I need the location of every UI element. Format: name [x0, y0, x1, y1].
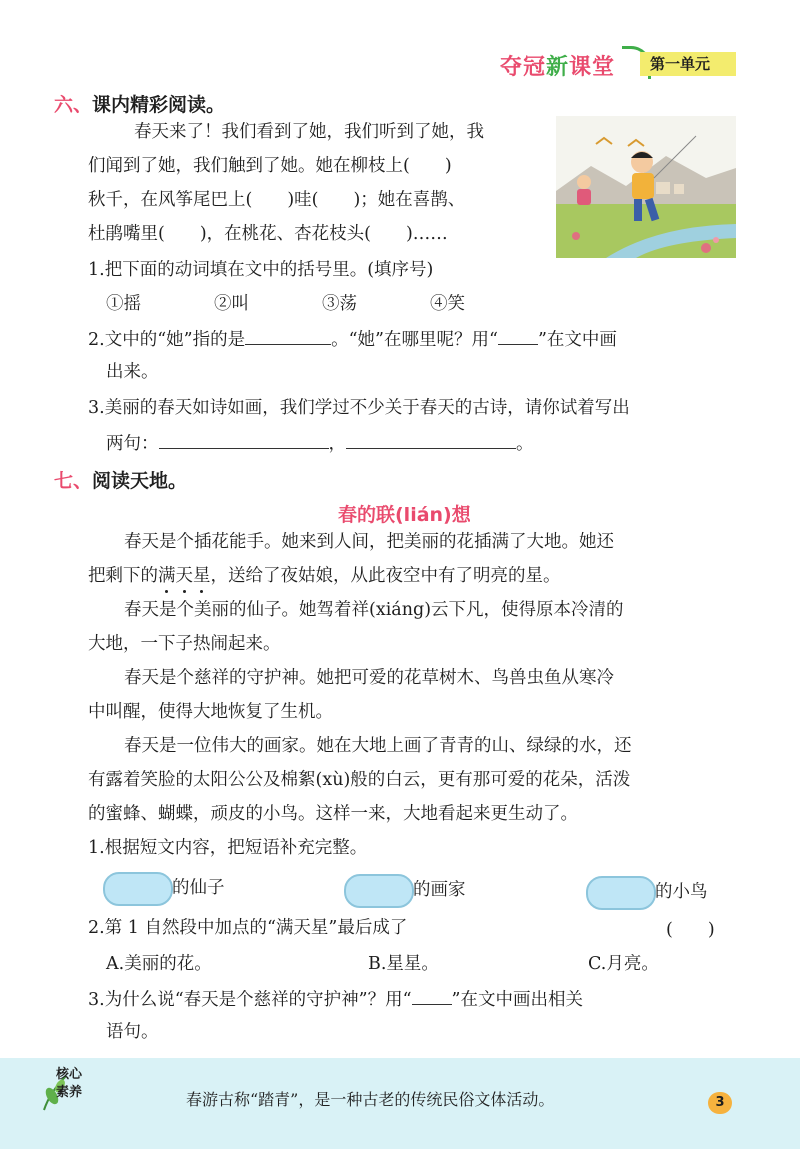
answer-paren[interactable]: ( ): [666, 920, 715, 940]
cloud-answer-box[interactable]: [586, 876, 656, 910]
passage-line: [88, 568, 561, 586]
spring-kite-illustration: [556, 116, 736, 258]
underline-sample: [498, 330, 538, 345]
question-text: 3.为什么说“春天是个慈祥的守护神”？用“: [88, 990, 412, 1010]
passage-line: 有露着笑脸的太阳公公及棉絮(xù)般的白云，更有那可爱的花朵，活泼: [88, 770, 631, 790]
question-text: 两句：: [106, 434, 159, 454]
passage-line: 春天是个插花能手。她来到人间，把美丽的花插满了大地。她还: [124, 532, 614, 552]
question-6-3-cont: [106, 434, 534, 454]
section-6-number: 六、: [54, 94, 93, 116]
dotted-char: 天: [175, 566, 193, 586]
question-text: 。: [516, 434, 534, 454]
passage-line: 春天来了！我们看到了她，我们听到了她，我: [134, 122, 484, 142]
passage-line: 春天是个慈祥的守护神。她把可爱的花草树木、鸟兽虫鱼从寒冷: [124, 668, 614, 688]
question-6-2-cont: 出来。: [106, 362, 159, 382]
question-7-2: 2.第 1 自然段中加点的“满天星”最后成了: [88, 918, 408, 938]
passage-line: 秋千，在风筝尾巴上( )哇( )；她在喜鹊、: [88, 190, 466, 210]
question-text: 。“她”在哪里呢？用“: [331, 330, 498, 350]
passage-text: 把剩下的: [88, 566, 158, 586]
cloud-answer-box[interactable]: [103, 872, 173, 906]
option-item: ②叫: [214, 294, 249, 314]
option-item: ③荡: [322, 294, 357, 314]
dotted-char: 星: [193, 566, 211, 586]
question-7-3: [88, 990, 583, 1010]
fill-phrase: 的画家: [413, 880, 466, 900]
badge-line: 素养: [56, 1085, 83, 1100]
option-item: ①摇: [106, 294, 141, 314]
question-7-1: 1.根据短文内容，把短语补充完整。: [88, 838, 368, 858]
question-text: ”在文中画: [537, 330, 617, 350]
answer-blank[interactable]: [245, 330, 331, 345]
page-number: 3: [708, 1092, 732, 1114]
passage-line: 春天是一位伟大的画家。她在大地上画了青青的山、绿绿的水，还: [124, 736, 632, 756]
passage-title: 春的联(lián)想: [338, 504, 471, 526]
option-item: ④笑: [430, 294, 465, 314]
dotted-char: 满: [158, 566, 176, 586]
brand-logo: [500, 50, 615, 81]
badge-line: 核心: [56, 1067, 83, 1082]
section-6-heading: [54, 90, 225, 117]
section-6-title: 课内精彩阅读。: [92, 94, 226, 116]
answer-blank[interactable]: [346, 434, 516, 449]
question-6-1: 1.把下面的动词填在文中的括号里。(填序号): [88, 260, 434, 280]
brand-part-1: 夺冠: [500, 55, 547, 80]
question-6-3: 3.美丽的春天如诗如画，我们学过不少关于春天的古诗，请你试着写出: [88, 398, 630, 418]
brand-part-3: 课堂: [569, 55, 616, 80]
question-text: ”在文中画出相关: [451, 990, 583, 1010]
section-7-title: 阅读天地。: [92, 470, 188, 492]
section-7-number: 七、: [54, 470, 93, 492]
choice-option: A.美丽的花。: [106, 954, 212, 974]
passage-line: 们闻到了她，我们触到了她。她在柳枝上( ): [88, 156, 452, 176]
choice-option: B.星星。: [368, 954, 439, 974]
passage-line: 中叫醒，使得大地恢复了生机。: [88, 702, 333, 722]
core-literacy-badge: [56, 1066, 82, 1102]
brand-part-2: 新: [546, 55, 570, 80]
fill-phrase: 的小鸟: [655, 882, 708, 902]
choice-option: C.月亮。: [588, 954, 659, 974]
underline-sample: [412, 990, 452, 1005]
section-7-heading: [54, 466, 187, 493]
footer-tip: 春游古称“踏青”，是一种古老的传统民俗文体活动。: [186, 1090, 555, 1109]
passage-line: 的蜜蜂、蝴蝶，顽皮的小鸟。这样一来，大地看起来更生动了。: [88, 804, 578, 824]
fill-phrase: 的仙子: [172, 878, 225, 898]
question-7-3-cont: 语句。: [106, 1022, 159, 1042]
passage-line: 杜鹃嘴里( )，在桃花、杏花枝头( )……: [88, 224, 448, 244]
question-6-2: [88, 330, 617, 350]
passage-text: ，送给了夜姑娘，从此夜空中有了明亮的星。: [210, 566, 561, 586]
question-text: ，: [328, 434, 346, 454]
passage-line: 春天是个美丽的仙子。她驾着祥(xiáng)云下凡，使得原本冷清的: [124, 600, 624, 620]
question-text: 2.文中的“她”指的是: [88, 330, 246, 350]
cloud-answer-box[interactable]: [344, 874, 414, 908]
unit-tag: 第一单元: [640, 52, 736, 76]
passage-line: 大地，一下子热闹起来。: [88, 634, 281, 654]
answer-blank[interactable]: [159, 434, 329, 449]
